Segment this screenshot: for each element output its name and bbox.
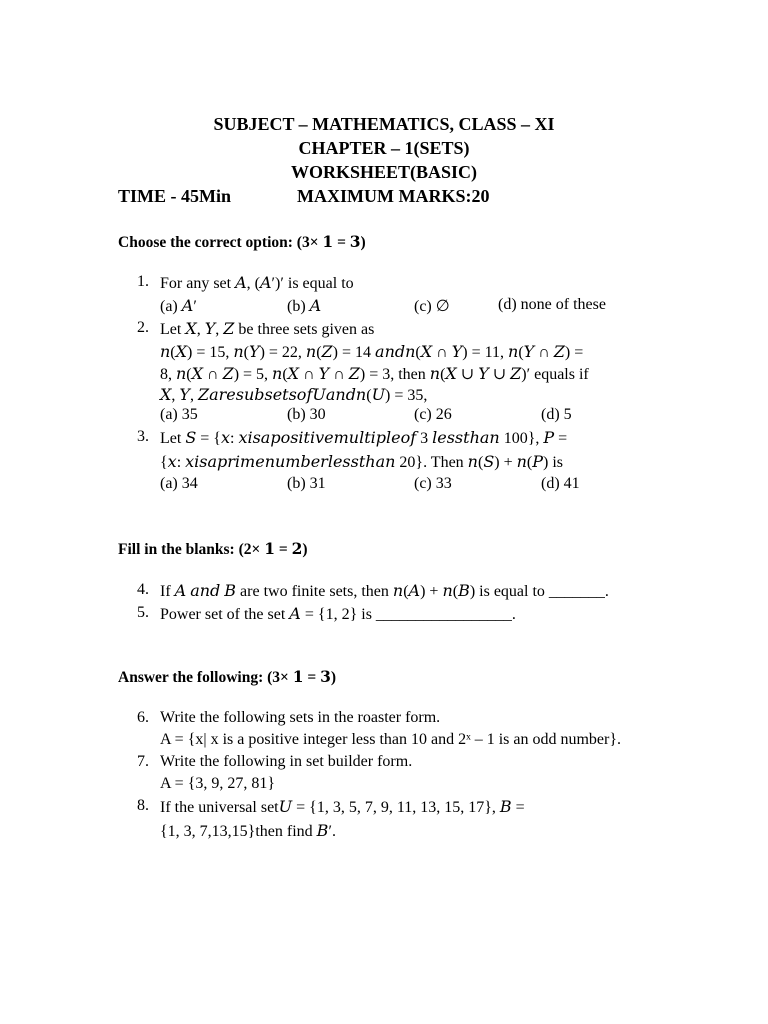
question-number: 5. — [137, 604, 149, 621]
question-number: 3. — [137, 428, 149, 445]
question-number: 2. — [137, 319, 149, 336]
option-b: (b) 31 — [287, 475, 326, 492]
question-text: If 𝐴 𝑎𝑛𝑑 𝐵 are two finite sets, then 𝑛(𝐴) + 𝑛(𝐵) is equal to _______. — [160, 583, 609, 600]
question-number: 1. — [137, 273, 149, 290]
question-number: 4. — [137, 581, 149, 598]
time-label: TIME - 45Min — [118, 186, 232, 206]
option-b: (b) 𝐴 — [287, 298, 322, 315]
question-number: 6. — [137, 709, 149, 726]
option-a: (a) 𝐴′ — [160, 298, 197, 315]
section-title-mcq: Choose the correct option: (3× 𝟏 = 𝟑) — [118, 234, 366, 251]
option-a: (a) 35 — [160, 406, 198, 423]
section-title-answer: Answer the following: (3× 𝟏 = 𝟑) — [118, 669, 337, 686]
question-text: If the universal set𝑈 = {1, 3, 5, 7, 9, 11, 13, 15, 17}, 𝐵 = — [160, 799, 525, 816]
question-text: {1, 3, 7,13,15}then find 𝐵′. — [160, 823, 336, 840]
question-text: For any set 𝐴, (𝐴′)′ is equal to — [160, 275, 354, 292]
question-text: A = {x| x is a positive integer less than 10 and 2ˣ – 1 is an odd number}. — [160, 731, 622, 748]
question-text: 𝑛(𝑋) = 15, 𝑛(𝑌) = 22, 𝑛(𝑍) = 14 𝑎𝑛𝑑𝑛(𝑋 ∩ 𝑌) = 11, 𝑛(𝑌 ∩ 𝑍) = — [160, 344, 584, 361]
section-title-fill-blanks: Fill in the blanks: (2× 𝟏 = 𝟐) — [118, 541, 308, 558]
option-c: (c) 26 — [414, 406, 452, 423]
question-text: Let 𝑋, 𝑌, 𝑍 be three sets given as — [160, 321, 375, 338]
worksheet-heading: WORKSHEET(BASIC) — [290, 162, 478, 182]
question-text: Let 𝑆 = {𝑥: 𝑥𝑖𝑠𝑎𝑝𝑜𝑠𝑖𝑡𝑖𝑣𝑒𝑚𝑢𝑙𝑡𝑖𝑝𝑙𝑒𝑜𝑓 3 𝑙𝑒𝑠𝑠𝑡ℎ𝑎𝑛 100}, 𝑃 = — [160, 430, 568, 447]
option-d: (d) 41 — [541, 475, 580, 492]
chapter-heading: CHAPTER – 1(SETS) — [298, 138, 470, 158]
subject-heading: SUBJECT – MATHEMATICS, CLASS – XI — [213, 114, 555, 134]
question-text: Write the following sets in the roaster form. — [160, 709, 441, 726]
option-c: (c) ∅ — [414, 298, 450, 315]
question-number: 8. — [137, 797, 149, 814]
question-number: 7. — [137, 753, 149, 770]
option-d: (d) none of these — [498, 296, 606, 313]
option-d: (d) 5 — [541, 406, 572, 423]
question-text: Write the following in set builder form. — [160, 753, 413, 770]
question-text: Power set of the set 𝐴 = {1, 2} is _________________. — [160, 606, 516, 623]
option-a: (a) 34 — [160, 475, 198, 492]
max-marks-label: MAXIMUM MARKS:20 — [297, 186, 490, 206]
question-text: {𝑥: 𝑥𝑖𝑠𝑎𝑝𝑟𝑖𝑚𝑒𝑛𝑢𝑚𝑏𝑒𝑟𝑙𝑒𝑠𝑠𝑡ℎ𝑎𝑛 20}. Then 𝑛(𝑆) + 𝑛(𝑃) is — [160, 454, 564, 471]
option-b: (b) 30 — [287, 406, 326, 423]
question-text: 8, 𝑛(𝑋 ∩ 𝑍) = 5, 𝑛(𝑋 ∩ 𝑌 ∩ 𝑍) = 3, then 𝑛(𝑋 ∪ 𝑌 ∪ 𝑍)′ equals if — [160, 366, 589, 383]
option-c: (c) 33 — [414, 475, 452, 492]
question-text: 𝑋, 𝑌, 𝑍𝑎𝑟𝑒𝑠𝑢𝑏𝑠𝑒𝑡𝑠𝑜𝑓𝑈𝑎𝑛𝑑𝑛(𝑈) = 35, — [160, 387, 428, 404]
question-text: A = {3, 9, 27, 81} — [160, 775, 276, 792]
